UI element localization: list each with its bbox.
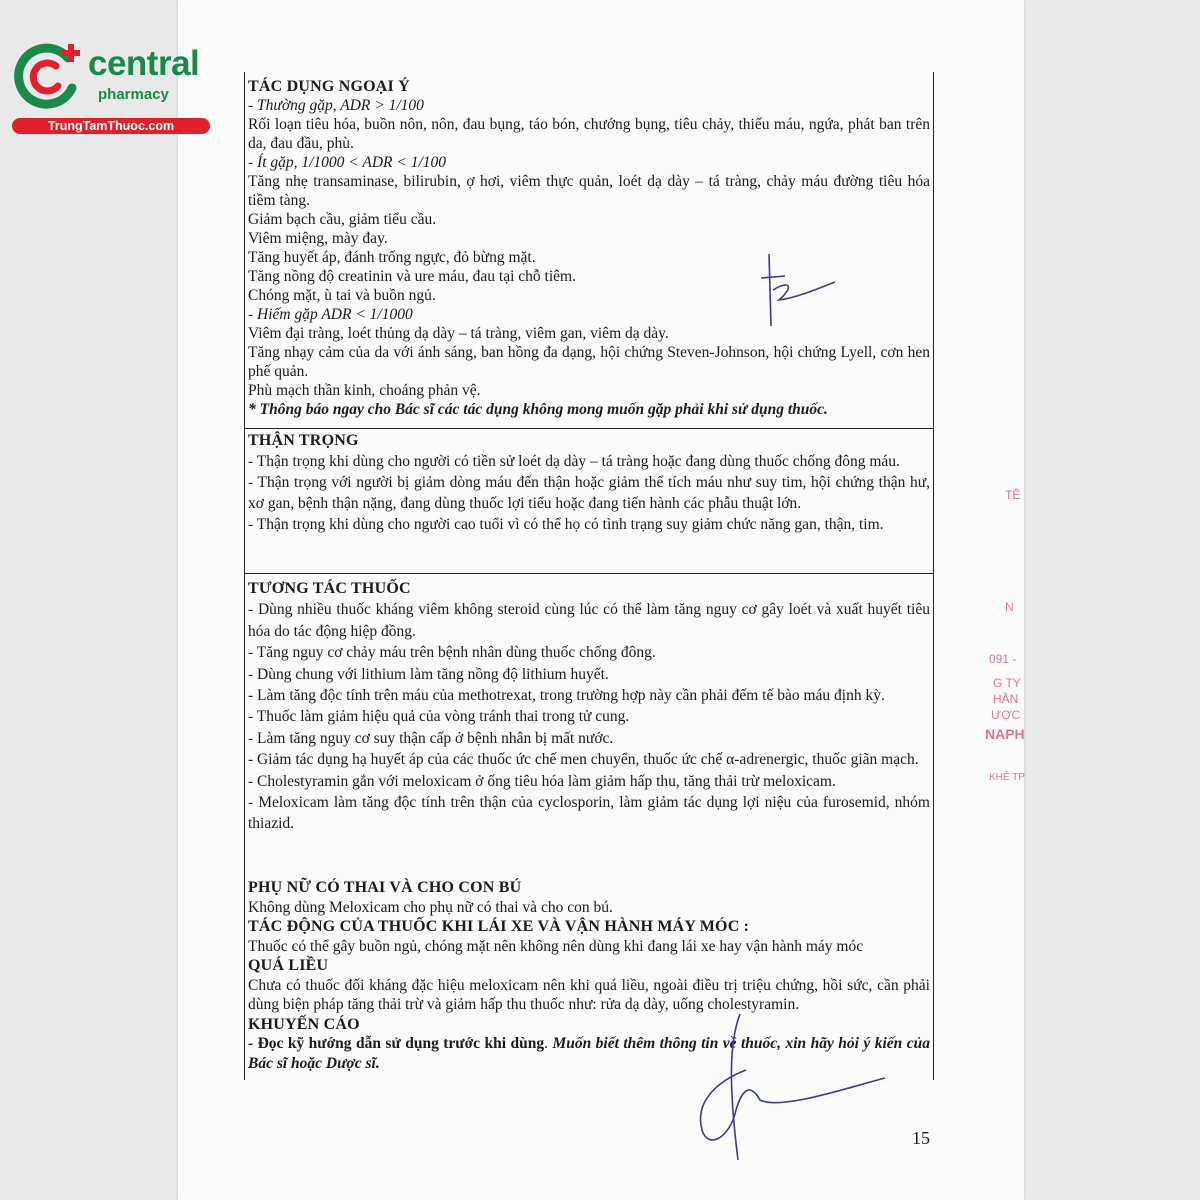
stamp-text: ƯỢC bbox=[991, 708, 1021, 722]
paragraph: - Meloxicam làm tăng độc tính trên thận của cyclosporin, làm giảm tác dụng lợi niệu của furosemid, nhóm thiazid. bbox=[248, 794, 930, 833]
paragraph: - Thận trọng khi dùng cho người có tiền sử loét dạ dày – tá tràng hoặc đang dùng thuốc chống đông máu. bbox=[248, 453, 900, 470]
paragraph: - Cholestyramin gắn với meloxicam ở ống tiêu hóa làm giảm hấp thu, tăng thải trừ meloxicam. bbox=[248, 772, 836, 790]
caution-section bbox=[248, 430, 930, 535]
paragraph: - Thận trọng với người bị giảm dòng máu đến thận hoặc giảm thể tích máu như suy tim, hội chứng thận hư, xơ gan, bệnh thận nặng, đang dùng thuốc lợi tiểu hoặc đang tiến hành các phẫu thuật lớn. bbox=[248, 474, 930, 512]
paragraph: Tăng nhẹ transaminase, bilirubin, ợ hơi, viêm thực quản, loét dạ dày – tá tràng, chảy máu đường tiêu hóa tiềm tàng. bbox=[248, 173, 930, 209]
paragraph: Chưa có thuốc đối kháng đặc hiệu meloxicam nên khi quá liều, ngoài điều trị triệu chứng, hồi sức, cần phải dùng biện pháp tăng thải trừ và giảm hấp thu thuốc như: rửa dạ dày, uống cholestyramin. bbox=[248, 976, 930, 1013]
section-divider bbox=[244, 573, 934, 574]
stamp-text: NAPH bbox=[985, 726, 1025, 742]
paragraph: - Làm tăng nguy cơ suy thận cấp ở bệnh nhân bị mất nước. bbox=[248, 729, 614, 747]
page-number: 15 bbox=[912, 1128, 930, 1148]
stamp-text: 091 - bbox=[989, 652, 1017, 666]
paragraph: Tăng huyết áp, đánh trống ngực, đỏ bừng mặt. bbox=[248, 249, 536, 266]
paragraph: - Thuốc làm giảm hiệu quả của vòng tránh thai trong tử cung. bbox=[248, 708, 630, 726]
notice: * Thông báo ngay cho Bác sĩ các tác dụng không mong muốn gặp phải khi sử dụng thuốc. bbox=[248, 401, 828, 418]
central-pharmacy-logo[interactable] bbox=[10, 38, 215, 138]
section-title: TÁC ĐỘNG CỦA THUỐC KHI LÁI XE VÀ VẬN HÀNH MÁY MÓC : bbox=[248, 918, 750, 935]
signature-initials-icon bbox=[755, 250, 845, 330]
stamp-text: HẦN bbox=[993, 692, 1019, 706]
section-title: TÁC DỤNG NGOẠI Ý bbox=[248, 78, 410, 95]
paragraph: Tăng nhạy cảm của da với ánh sáng, ban hồng đa dạng, hội chứng Steven-Johnson, hội chứng Lyell, cơn hen phế quản. bbox=[248, 344, 930, 380]
stamp-text: N bbox=[1005, 600, 1014, 614]
paragraph: Tăng nồng độ creatinin và ure máu, đau tại chỗ tiêm. bbox=[248, 268, 576, 285]
paragraph: Viêm miệng, mày đay. bbox=[248, 230, 388, 247]
section-divider bbox=[244, 428, 934, 429]
stamp-text: G TY bbox=[993, 676, 1021, 690]
frequency-heading: - Thường gặp, ADR > 1/100 bbox=[248, 97, 424, 114]
stamp-text: KHÊ TP bbox=[989, 772, 1025, 783]
paragraph: Phù mạch thần kinh, choáng phản vệ. bbox=[248, 382, 481, 399]
logo-name: central bbox=[88, 44, 200, 83]
stamp-text: TÊ bbox=[1005, 488, 1021, 502]
frequency-heading: - Ít gặp, 1/1000 < ADR < 1/100 bbox=[248, 154, 447, 171]
advice-separator: . bbox=[544, 1035, 553, 1052]
paragraph: Không dùng Meloxicam cho phụ nữ có thai và cho con bú. bbox=[248, 898, 613, 916]
side-effects-section bbox=[248, 77, 930, 419]
paragraph: Rối loạn tiêu hóa, buồn nôn, nôn, đau bụng, táo bón, chướng bụng, tiêu chảy, thiếu máu, ngứa, phát ban trên da, đau đầu, phù. bbox=[248, 116, 930, 152]
paragraph: Thuốc có thể gây buồn ngủ, chóng mặt nên không nên dùng khi đang lái xe hay vận hành máy móc bbox=[248, 937, 864, 955]
advice-part2: Muốn biết thêm thông tin về thuốc, xin hãy hỏi ý kiến của Bác sĩ hoặc Dược sĩ. bbox=[248, 1035, 930, 1072]
paragraph: Chóng mặt, ù tai và buồn ngủ. bbox=[248, 287, 436, 304]
interactions-section bbox=[248, 578, 930, 835]
paragraph: Giảm bạch cầu, giảm tiểu cầu. bbox=[248, 211, 437, 228]
advice-part1: - Đọc kỹ hướng dẫn sử dụng trước khi dùng bbox=[248, 1035, 545, 1052]
section-title: QUÁ LIỀU bbox=[248, 957, 329, 974]
signature-icon bbox=[690, 1010, 900, 1170]
section-title: THẬN TRỌNG bbox=[248, 432, 359, 449]
paragraph: - Tăng nguy cơ chảy máu trên bệnh nhân dùng thuốc chống đông. bbox=[248, 644, 656, 662]
logo-mark-icon bbox=[10, 38, 86, 114]
paragraph: - Dùng nhiều thuốc kháng viêm không steroid cùng lúc có thể làm tăng nguy cơ gây loét và xuất huyết tiêu hóa do tác động hiệp đồng. bbox=[248, 601, 930, 640]
paragraph: - Làm tăng độc tính trên máu của methotrexat, trong trường hợp này cần phải đếm tế bào máu định kỳ. bbox=[248, 687, 885, 705]
section-title: PHỤ NỮ CÓ THAI VÀ CHO CON BÚ bbox=[248, 879, 522, 896]
logo-site: TrungTamThuoc.com bbox=[12, 118, 210, 134]
stamp bbox=[985, 480, 1025, 800]
paragraph: - Thận trọng khi dùng cho người cao tuổi vì có thể họ có tình trạng suy giảm chức năng gan, thận, tim. bbox=[248, 516, 884, 533]
paragraph: - Dùng chung với lithium làm tăng nồng độ lithium huyết. bbox=[248, 665, 609, 683]
section-title: TƯƠNG TÁC THUỐC bbox=[248, 580, 411, 597]
logo-subtitle: pharmacy bbox=[98, 86, 169, 103]
frequency-heading: - Hiếm gặp ADR < 1/1000 bbox=[248, 306, 413, 323]
section-title: KHUYẾN CÁO bbox=[248, 1015, 360, 1033]
paragraph: - Giảm tác dụng hạ huyết áp của các thuốc ức chế men chuyển, thuốc ức chế α-adrenergic, thuốc giãn mạch. bbox=[248, 751, 919, 769]
paragraph: Viêm đại tràng, loét thủng dạ dày – tá tràng, viêm gan, viêm dạ dày. bbox=[248, 325, 669, 342]
